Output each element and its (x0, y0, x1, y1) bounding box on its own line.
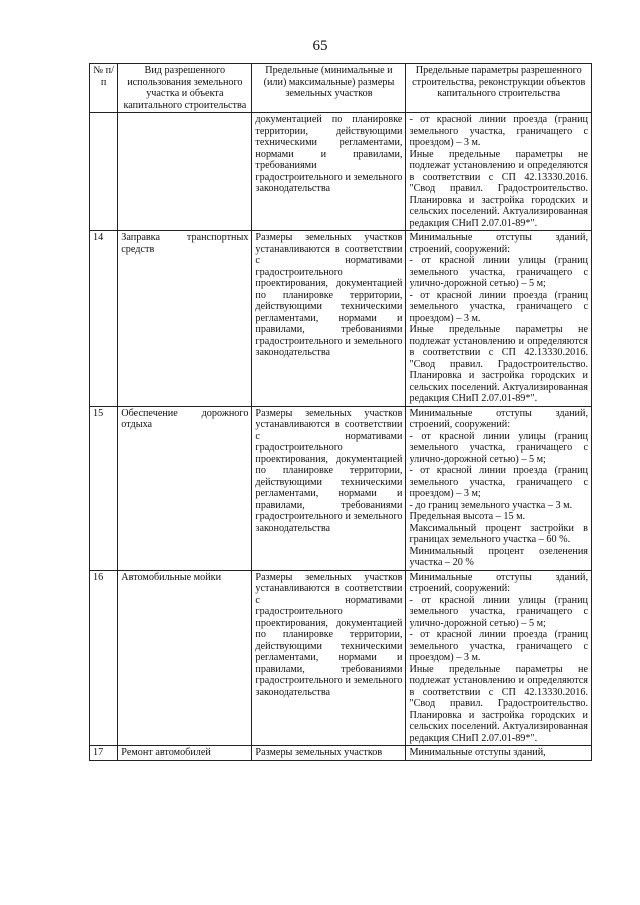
param-line: Минимальный процент озеленения участка – 20 % (409, 545, 588, 568)
param-line: Минимальные отступы зданий, строений, сооружений: (409, 407, 588, 430)
row-number: 16 (90, 570, 118, 746)
param-line: Иные предельные параметры не подлежат установлению и определяются в соответствии с СП 42.13330.2016. "Свод правил. Градостроительство. Планировка и застройка городских и сельских поселений. Актуализированная редакция СНиП 2.07.01-89*". (409, 663, 588, 744)
row-size: Размеры земельных участков устанавливаются в соответствии с нормативами градостроительного проектирования, документацией по планировке территории, действующими техническими регламентами, нормами и правилами, требованиями градостроительного и земельного законодательства (252, 570, 406, 746)
row-size: Размеры земельных участков устанавливаются в соответствии с нормативами градостроительного проектирования, документацией по планировке территории, действующими техническими регламентами, нормами и правилами, требованиями градостроительного и земельного законодательства (252, 231, 406, 407)
param-line: - от красной линии улицы (границ земельного участка, граничащего с улично-дорожной сетью) – 5 м; (409, 594, 588, 629)
table-row (90, 746, 592, 761)
row-size: Размеры земельных участков (252, 746, 406, 761)
page-number: 65 (312, 38, 328, 54)
param-line: Иные предельные параметры не подлежат установлению и определяются в соответствии с СП 42.13330.2016. "Свод правил. Градостроительство. Планировка и застройка городских и сельских поселений. Актуализированная редакция СНиП 2.07.01-89*". (409, 324, 588, 404)
param-line: Иные предельные параметры не подлежат установлению и определяются в соответствии с СП 42.13330.2016. "Свод правил. Градостроительство. Планировка и застройка городских и сельских поселений. Актуализированная редакция СНиП 2.07.01-89*". (409, 148, 588, 229)
param-line: - от красной линии улицы (границ земельного участка, граничащего с улично-дорожной сетью) – 5 м; (409, 255, 588, 289)
param-line: Минимальные отступы зданий, строений, сооружений: (409, 232, 588, 255)
row-params (406, 406, 592, 570)
table-header-row (90, 64, 592, 113)
row-params (406, 746, 592, 761)
row-params (406, 231, 592, 407)
param-line: - до границ земельного участка – 3 м. (409, 499, 573, 511)
row-number: 14 (90, 231, 118, 407)
param-line: - от красной линии проезда (границ земельного участка, граничащего с проездом) – 3 м. (409, 114, 588, 148)
header-size: Предельные (минимальные и (или) максимальные) размеры земельных участков (252, 64, 406, 113)
row-use (118, 113, 252, 231)
header-use: Вид разрешенного использования земельного участка и объекта капитального строительства (118, 64, 252, 113)
param-line: - от красной линии проезда (границ земельного участка, граничащего с проездом) – 3 м; (409, 465, 588, 499)
regulations-table (89, 63, 592, 761)
table-row (90, 231, 592, 407)
param-line: Максимальный процент застройки в границах земельного участка – 60 %. (409, 522, 588, 545)
param-line: Предельная высота – 15 м. (409, 511, 526, 522)
header-num: № п/п (90, 64, 118, 113)
param-line: Минимальные отступы зданий, (409, 747, 546, 758)
table-row (90, 113, 592, 231)
row-number: 17 (90, 746, 118, 761)
row-use: Автомобильные мойки (118, 570, 252, 746)
header-params: Предельные параметры разрешенного строительства, реконструкции объектов капитального строительства (406, 64, 592, 113)
table-row (90, 406, 592, 570)
row-params (406, 113, 592, 231)
param-line: - от красной линии проезда (границ земельного участка, граничащего с проездом) – 3 м. (409, 629, 588, 663)
table-row (90, 570, 592, 746)
row-size: Размеры земельных участков устанавливаются в соответствии с нормативами градостроительного проектирования, документацией по планировке территории, действующими техническими регламентами, нормами и правилами, требованиями градостроительного и земельного законодательства (252, 406, 406, 570)
param-line: - от красной линии улицы (границ земельного участка, граничащего с улично-дорожной сетью) – 5 м; (409, 430, 588, 465)
row-params (406, 570, 592, 746)
param-line: - от красной линии проезда (границ земельного участка, граничащего с проездом) – 3 м. (409, 289, 588, 324)
param-line: Минимальные отступы зданий, строений, сооружений: (409, 571, 588, 594)
row-number (90, 113, 118, 231)
row-use: Заправка транспортных средств (118, 231, 252, 407)
row-number: 15 (90, 406, 118, 570)
row-use: Ремонт автомобилей (118, 746, 252, 761)
row-use: Обеспечение дорожного отдыха (118, 406, 252, 570)
row-size: документацией по планировке территории, действующими техническими регламентами, нормами и правилами, требованиями градостроительного и земельного законодательства (252, 113, 406, 231)
